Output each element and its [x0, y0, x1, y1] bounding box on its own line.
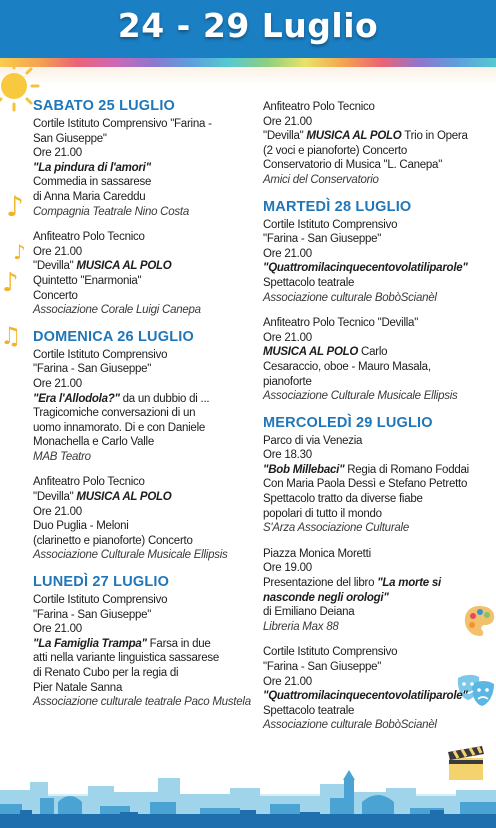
event-entry [263, 547, 491, 635]
event-line [263, 561, 491, 576]
event-text: Cortile Istituto Comprensivo "Farina - [33, 118, 212, 130]
event-line [263, 360, 491, 375]
event-line [33, 190, 265, 205]
event-text: "Devilla" [33, 260, 77, 273]
event-text: di Anna Maria Careddu [33, 190, 146, 203]
event-line [33, 205, 265, 220]
music-note-icon: ♫ [0, 322, 22, 350]
event-line [33, 421, 265, 436]
event-line [33, 392, 265, 407]
event-text: Ore 21.00 [263, 331, 312, 344]
event-title: MUSICA AL POLO [306, 130, 402, 143]
event-text: Cortile Istituto Comprensivo [33, 348, 168, 361]
event-line [33, 534, 265, 549]
event-line [33, 593, 265, 608]
event-text: Ore 21.00 [33, 505, 82, 518]
event-text: Cesaraccio, oboe - Mauro Masala, [263, 360, 431, 373]
day-heading: SABATO 25 LUGLIO [33, 98, 176, 114]
event-line [263, 434, 491, 449]
event-text: Anfiteatro Polo Tecnico [33, 231, 145, 244]
event-line [263, 675, 491, 690]
event-line [263, 448, 491, 463]
organizer: Libreria Max 88 [263, 620, 339, 633]
event-text: "Farina - San Giuseppe" [33, 608, 152, 621]
event-line [33, 435, 265, 450]
event-text: Parco di via Venezia [263, 434, 363, 447]
event-text: (2 voci e pianoforte) Concerto [263, 144, 407, 157]
event-line [33, 637, 265, 652]
event-line [263, 144, 491, 159]
event-title: "La Famiglia Trampa" [33, 637, 147, 650]
event-line [263, 689, 491, 704]
event-line [263, 129, 491, 144]
event-line [263, 492, 491, 507]
event-text: Anfiteatro Polo Tecnico [263, 101, 375, 113]
event-line [263, 375, 491, 390]
event-line [263, 291, 491, 306]
event-line [263, 463, 491, 478]
event-text: Quintetto "Enarmonia" [33, 274, 142, 287]
event-entry [263, 645, 491, 733]
event-text: Cortile Istituto Comprensivo [263, 646, 398, 659]
music-note-icon: ♪ [2, 268, 19, 298]
rainbow-stripe [0, 58, 496, 67]
event-text: Pier Natale Sanna [33, 681, 123, 694]
event-entry [33, 117, 265, 219]
rainbow-fade [0, 67, 496, 85]
event-text: Cortile Istituto Comprensivo [263, 218, 398, 231]
event-text: Presentazione del libro [263, 577, 378, 590]
event-line [33, 175, 265, 190]
event-line [263, 158, 491, 173]
event-text: Spettacolo teatrale [263, 276, 355, 289]
event-text: Ore 21.00 [33, 245, 82, 258]
event-text: (clarinetto e pianoforte) Concerto [33, 534, 193, 547]
event-line [263, 247, 491, 262]
event-line [263, 276, 491, 291]
event-line [33, 548, 265, 563]
event-text: Spettacolo teatrale [263, 704, 355, 717]
event-text: da un dubbio di ... [119, 392, 210, 405]
day-heading: MARTEDÌ 28 LUGLIO [263, 198, 412, 215]
event-line [263, 115, 491, 130]
event-title: "La pindura di l'amori" [33, 161, 151, 174]
event-line [33, 519, 265, 534]
event-entry [33, 230, 265, 318]
event-line [33, 666, 265, 681]
event-text: Piazza Monica Moretti [263, 547, 371, 560]
event-line [33, 475, 265, 490]
event-text: "Farina - San Giuseppe" [263, 233, 382, 246]
organizer: Associazione culturale BobòScianèl [263, 719, 437, 732]
event-line [33, 245, 265, 260]
event-text: San Giuseppe" [33, 132, 107, 145]
event-line [33, 132, 265, 147]
day-heading: DOMENICA 26 LUGLIO [33, 328, 194, 345]
event-text: Anfiteatro Polo Tecnico "Devilla" [263, 317, 419, 330]
event-line [263, 331, 491, 346]
event-line [33, 117, 265, 132]
organizer: Associazione Corale Luigi Canepa [33, 304, 201, 317]
event-line [33, 681, 265, 696]
event-entry [263, 100, 491, 188]
event-line [33, 348, 265, 363]
event-text: "Devilla" [33, 491, 77, 504]
event-text: di Renato Cubo per la regia di [33, 667, 179, 679]
event-text: popolari di tutto il mondo [263, 507, 382, 520]
event-text: pianoforte [263, 375, 312, 388]
event-line [33, 406, 265, 421]
event-line [263, 718, 491, 733]
event-line [263, 576, 491, 591]
event-entry [33, 348, 265, 465]
event-line [33, 146, 265, 161]
event-title: "Bob Millebaci" [263, 463, 345, 476]
organizer: Associazione culturale BobòScianèl [263, 291, 437, 304]
event-entry [33, 593, 265, 710]
event-entry [263, 316, 491, 404]
page-title: 24 - 29 Luglio [117, 6, 379, 45]
event-title: MUSICA AL POLO [263, 346, 359, 359]
event-line [33, 362, 265, 377]
day-heading: LUNEDÌ 27 LUGLIO [33, 574, 170, 591]
event-line [33, 505, 265, 520]
event-text: Carlo [358, 346, 388, 359]
event-title: MUSICA AL POLO [76, 260, 172, 273]
event-text: Trio in Opera [401, 130, 468, 143]
organizer: Associazione Culturale Musicale Ellipsis [263, 390, 458, 403]
event-title: "Quattromilacinquecentovolatiliparole" [263, 690, 468, 703]
event-line [263, 507, 491, 522]
event-text: Con Maria Paola Dessì e Stefano Petretto [263, 478, 468, 491]
event-text: Spettacolo tratto da diverse fiabe [263, 493, 423, 506]
event-line [33, 450, 265, 465]
event-line [263, 620, 491, 635]
organizer: Associazione culturale teatrale Paco Mustela [33, 696, 251, 709]
event-line [263, 316, 491, 331]
event-text: "Farina - San Giuseppe" [263, 661, 382, 673]
organizer: Compagnia Teatrale Nino Costa [33, 205, 189, 218]
event-line [33, 622, 265, 637]
event-text: Ore 21.00 [263, 115, 312, 128]
event-line [33, 274, 265, 289]
event-line [33, 303, 265, 318]
event-line [263, 100, 491, 115]
event-text: Commedia in sassarese [33, 176, 152, 189]
event-line [263, 218, 491, 233]
event-text: Ore 21.00 [263, 675, 312, 688]
event-text: Ore 21.00 [33, 147, 82, 160]
event-text: Ore 18.30 [263, 449, 312, 462]
event-text: Tragicomiche conversazioni di un [33, 407, 196, 420]
day-heading: MERCOLEDÌ 29 LUGLIO [263, 414, 433, 431]
event-text: Anfiteatro Polo Tecnico [33, 476, 145, 489]
event-text: Duo Puglia - Meloni [33, 520, 129, 533]
event-line [263, 477, 491, 492]
organizer: S'Arza Associazione Culturale [263, 522, 410, 535]
event-line [263, 547, 491, 562]
event-line [263, 645, 491, 660]
event-line [263, 521, 491, 536]
event-line [33, 490, 265, 505]
event-line [33, 651, 265, 666]
event-text: Concerto [33, 289, 78, 302]
event-entry [263, 218, 491, 306]
organizer: MAB Teatro [33, 450, 91, 463]
event-title: "Era l'Allodola?" [33, 392, 120, 405]
event-text: Farsa in due [146, 637, 211, 650]
event-entry [33, 475, 265, 563]
event-line [33, 259, 265, 274]
event-text: Ore 21.00 [33, 377, 82, 390]
event-text: Monachella e Carlo Valle [33, 436, 154, 449]
city-skyline [0, 768, 496, 828]
organizer: Amici del Conservatorio [263, 173, 379, 186]
event-line [263, 605, 491, 620]
event-text: Regia di Romano Foddai [344, 463, 469, 476]
event-text: di Emiliano Deiana [263, 606, 355, 619]
event-text: "Devilla" [263, 130, 307, 143]
event-line [263, 261, 491, 276]
event-line [263, 232, 491, 247]
left-column [33, 98, 265, 721]
event-line [33, 161, 265, 176]
event-line [33, 608, 265, 623]
event-title: MUSICA AL POLO [76, 491, 172, 504]
event-line [33, 377, 265, 392]
event-title: nasconde negli orologi" [263, 591, 389, 604]
event-title: "La morte si [377, 577, 441, 590]
event-line [263, 389, 491, 404]
event-line [33, 289, 265, 304]
event-text: "Farina - San Giuseppe" [33, 363, 152, 376]
event-line [263, 591, 491, 606]
organizer: Associazione Culturale Musicale Ellipsis [33, 549, 228, 562]
event-text: atti nella variante linguistica sassarese [33, 652, 219, 665]
event-title: "Quattromilacinquecentovolatiliparole" [263, 262, 468, 275]
event-text: Conservatorio di Musica "L. Canepa" [263, 159, 443, 172]
event-text: Ore 21.00 [33, 623, 82, 636]
event-text: Ore 21.00 [263, 247, 312, 260]
event-text: uomo innamorato. Di e con Daniele [33, 421, 206, 434]
event-text: Cortile Istituto Comprensivo [33, 594, 168, 607]
music-note-icon: ♪ [6, 190, 24, 223]
event-entry [263, 434, 491, 536]
event-line [263, 345, 491, 360]
event-line [263, 660, 491, 675]
event-line [263, 173, 491, 188]
event-line [33, 695, 265, 710]
event-text: Ore 19.00 [263, 562, 312, 575]
right-column [263, 100, 491, 744]
music-note-icon: ♪ [13, 240, 26, 264]
event-line [33, 230, 265, 245]
event-line [263, 704, 491, 719]
header-banner [0, 0, 496, 58]
